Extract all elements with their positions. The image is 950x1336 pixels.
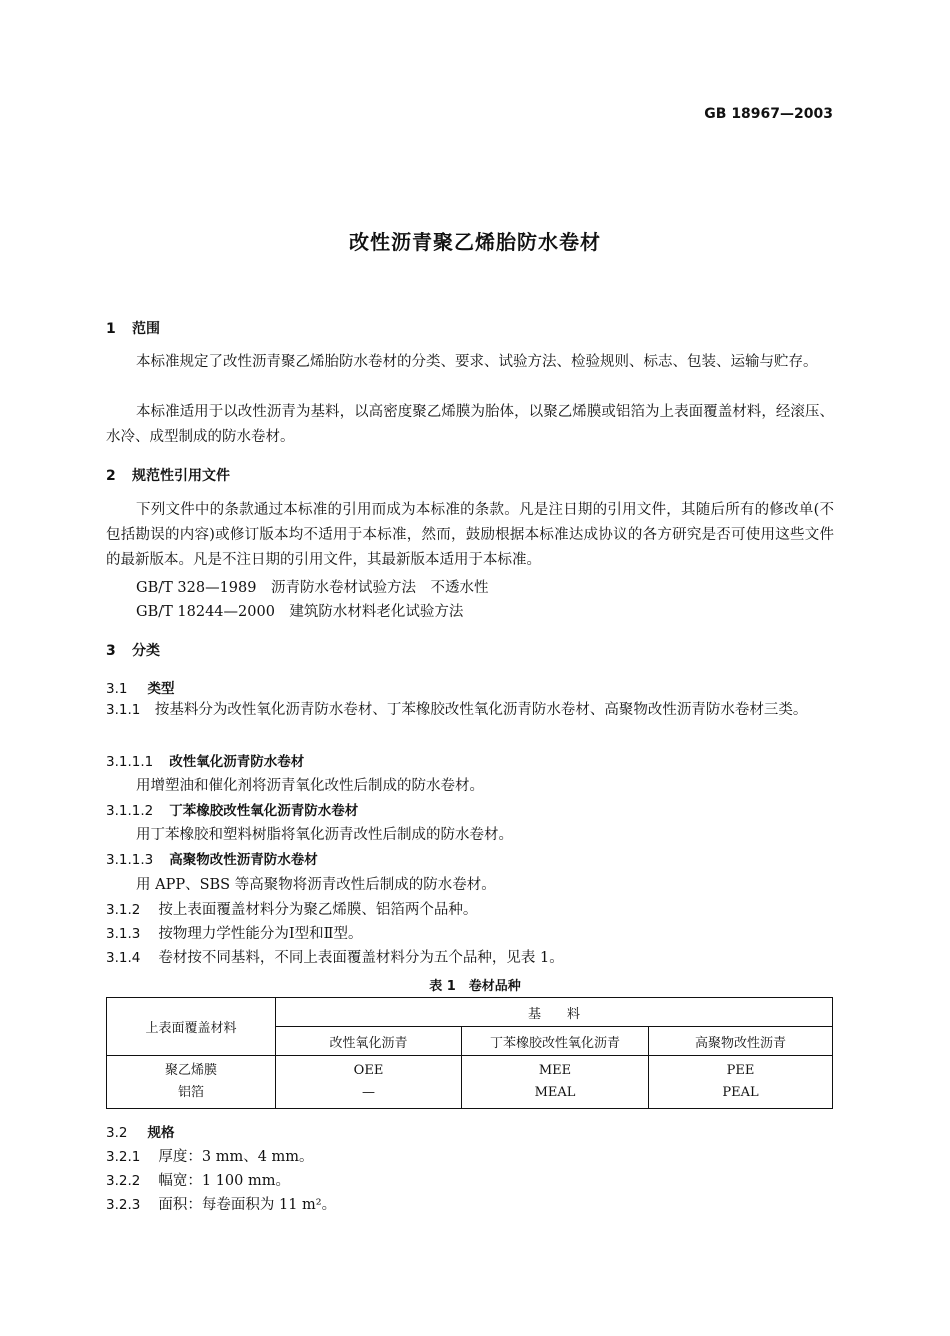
section-number: 3.1.1 xyxy=(106,702,141,718)
section-text: 面积：每卷面积为 11 m²。 xyxy=(158,1197,337,1213)
section-1-paragraph-1: 本标准规定了改性沥青聚乙烯胎防水卷材的分类、要求、试验方法、检验规则、标志、包装、运输与贮存。 xyxy=(136,354,818,370)
section-3-1-1-2-text: 用丁苯橡胶和塑料树脂将氧化沥青改性后制成的防水卷材。 xyxy=(136,827,513,843)
section-text: 厚度：3 mm、4 mm。 xyxy=(158,1149,314,1165)
section-3-1-1-1-text: 用增塑油和催化剂将沥青氧化改性后制成的防水卷材。 xyxy=(136,778,484,794)
section-3-2-heading xyxy=(106,1121,174,1141)
section-3-1-1-1-heading xyxy=(106,750,304,770)
section-3-2-1 xyxy=(106,1145,314,1166)
section-number: 3.1.1.2 xyxy=(106,803,154,819)
section-3-1-4 xyxy=(106,946,564,967)
section-3-heading xyxy=(106,640,160,660)
section-number: 3 xyxy=(106,643,116,659)
section-number: 3.1 xyxy=(106,681,128,697)
section-title: 分类 xyxy=(132,643,160,659)
section-3-1-3 xyxy=(106,922,362,943)
section-number: 3.1.1.3 xyxy=(106,852,154,868)
cell-value: MEAL xyxy=(534,1085,576,1100)
section-title: 范围 xyxy=(132,321,160,337)
table-cell xyxy=(462,1056,649,1109)
section-number: 3.1.2 xyxy=(106,902,141,918)
cell-value: — xyxy=(362,1085,375,1100)
table-column-header: 改性氧化沥青 xyxy=(276,1027,462,1056)
row-label: 聚乙烯膜 xyxy=(164,1063,217,1078)
table-1 xyxy=(106,997,833,1109)
section-title: 规范性引用文件 xyxy=(132,468,230,484)
section-3-1-1-3-text: 用 APP、SBS 等高聚物将沥青改性后制成的防水卷材。 xyxy=(136,877,496,893)
document-title: 改性沥青聚乙烯胎防水卷材 xyxy=(349,230,601,254)
reference-2: GB/T 18244—2000 建筑防水材料老化试验方法 xyxy=(136,604,464,620)
standard-number: GB 18967—2003 xyxy=(704,106,833,122)
section-3-1-1 xyxy=(106,698,834,723)
section-number: 3.2.2 xyxy=(106,1173,141,1189)
section-title: 改性氧化沥青防水卷材 xyxy=(169,754,305,770)
table-1-caption: 表 1 卷材品种 xyxy=(429,979,521,994)
section-2-heading xyxy=(106,465,230,485)
cell-value: PEAL xyxy=(722,1085,759,1100)
section-text: 按物理力学性能分为Ⅰ型和Ⅱ型。 xyxy=(158,926,363,942)
table-cell xyxy=(276,1056,462,1109)
section-3-1-2 xyxy=(106,898,477,919)
section-number: 2 xyxy=(106,468,116,484)
table-cell xyxy=(649,1056,833,1109)
section-number: 3.2.1 xyxy=(106,1149,141,1165)
section-text: 卷材按不同基料，不同上表面覆盖材料分为五个品种，见表 1。 xyxy=(158,950,564,966)
section-text: 按上表面覆盖材料分为聚乙烯膜、铝箔两个品种。 xyxy=(158,902,478,918)
table-cell xyxy=(107,1056,276,1109)
table-column-header: 高聚物改性沥青 xyxy=(649,1027,833,1056)
row-label: 铝箔 xyxy=(177,1085,204,1100)
reference-1: GB/T 328—1989 沥青防水卷材试验方法 不透水性 xyxy=(136,580,489,596)
section-number: 3.1.4 xyxy=(106,950,141,966)
section-2-paragraph: 下列文件中的条款通过本标准的引用而成为本标准的条款。凡是注日期的引用文件，其随后所有的修改单(不包括勘误的内容)或修订版本均不适用于本标准，然而，鼓励根据本标准达成协议的各方研究是否可使用这些文件的最新版本。凡是不注日期的引用文件，其最新版本适用于本标准。 xyxy=(106,502,834,568)
section-number: 1 xyxy=(106,321,116,337)
section-3-1-1-2-heading xyxy=(106,799,358,819)
section-number: 3.1.1.1 xyxy=(106,754,154,770)
section-1-heading xyxy=(106,318,160,338)
section-3-2-3 xyxy=(106,1193,336,1214)
table-group-header: 基 料 xyxy=(276,998,833,1027)
table-row-header: 上表面覆盖材料 xyxy=(107,998,276,1056)
section-number: 3.1.3 xyxy=(106,926,141,942)
section-1-paragraph-2: 本标准适用于以改性沥青为基料，以高密度聚乙烯膜为胎体，以聚乙烯膜或铝箔为上表面覆盖材料，经滚压、水冷、成型制成的防水卷材。 xyxy=(106,404,834,445)
section-text: 幅宽：1 100 mm。 xyxy=(158,1173,290,1189)
section-number: 3.2.3 xyxy=(106,1197,141,1213)
section-3-1-1-3-heading xyxy=(106,848,318,868)
cell-value: PEE xyxy=(726,1063,755,1078)
section-text: 按基料分为改性氧化沥青防水卷材、丁苯橡胶改性氧化沥青防水卷材、高聚物改性沥青防水卷材三类。 xyxy=(154,702,808,718)
table-column-header: 丁苯橡胶改性氧化沥青 xyxy=(462,1027,649,1056)
section-title: 高聚物改性沥青防水卷材 xyxy=(169,852,318,868)
cell-value: OEE xyxy=(353,1063,384,1078)
section-title: 类型 xyxy=(147,681,175,697)
section-3-2-2 xyxy=(106,1169,290,1190)
section-3-1-heading xyxy=(106,677,174,697)
cell-value: MEE xyxy=(538,1063,572,1078)
section-title: 丁苯橡胶改性氧化沥青防水卷材 xyxy=(169,803,359,819)
section-title: 规格 xyxy=(147,1125,175,1141)
section-number: 3.2 xyxy=(106,1125,128,1141)
